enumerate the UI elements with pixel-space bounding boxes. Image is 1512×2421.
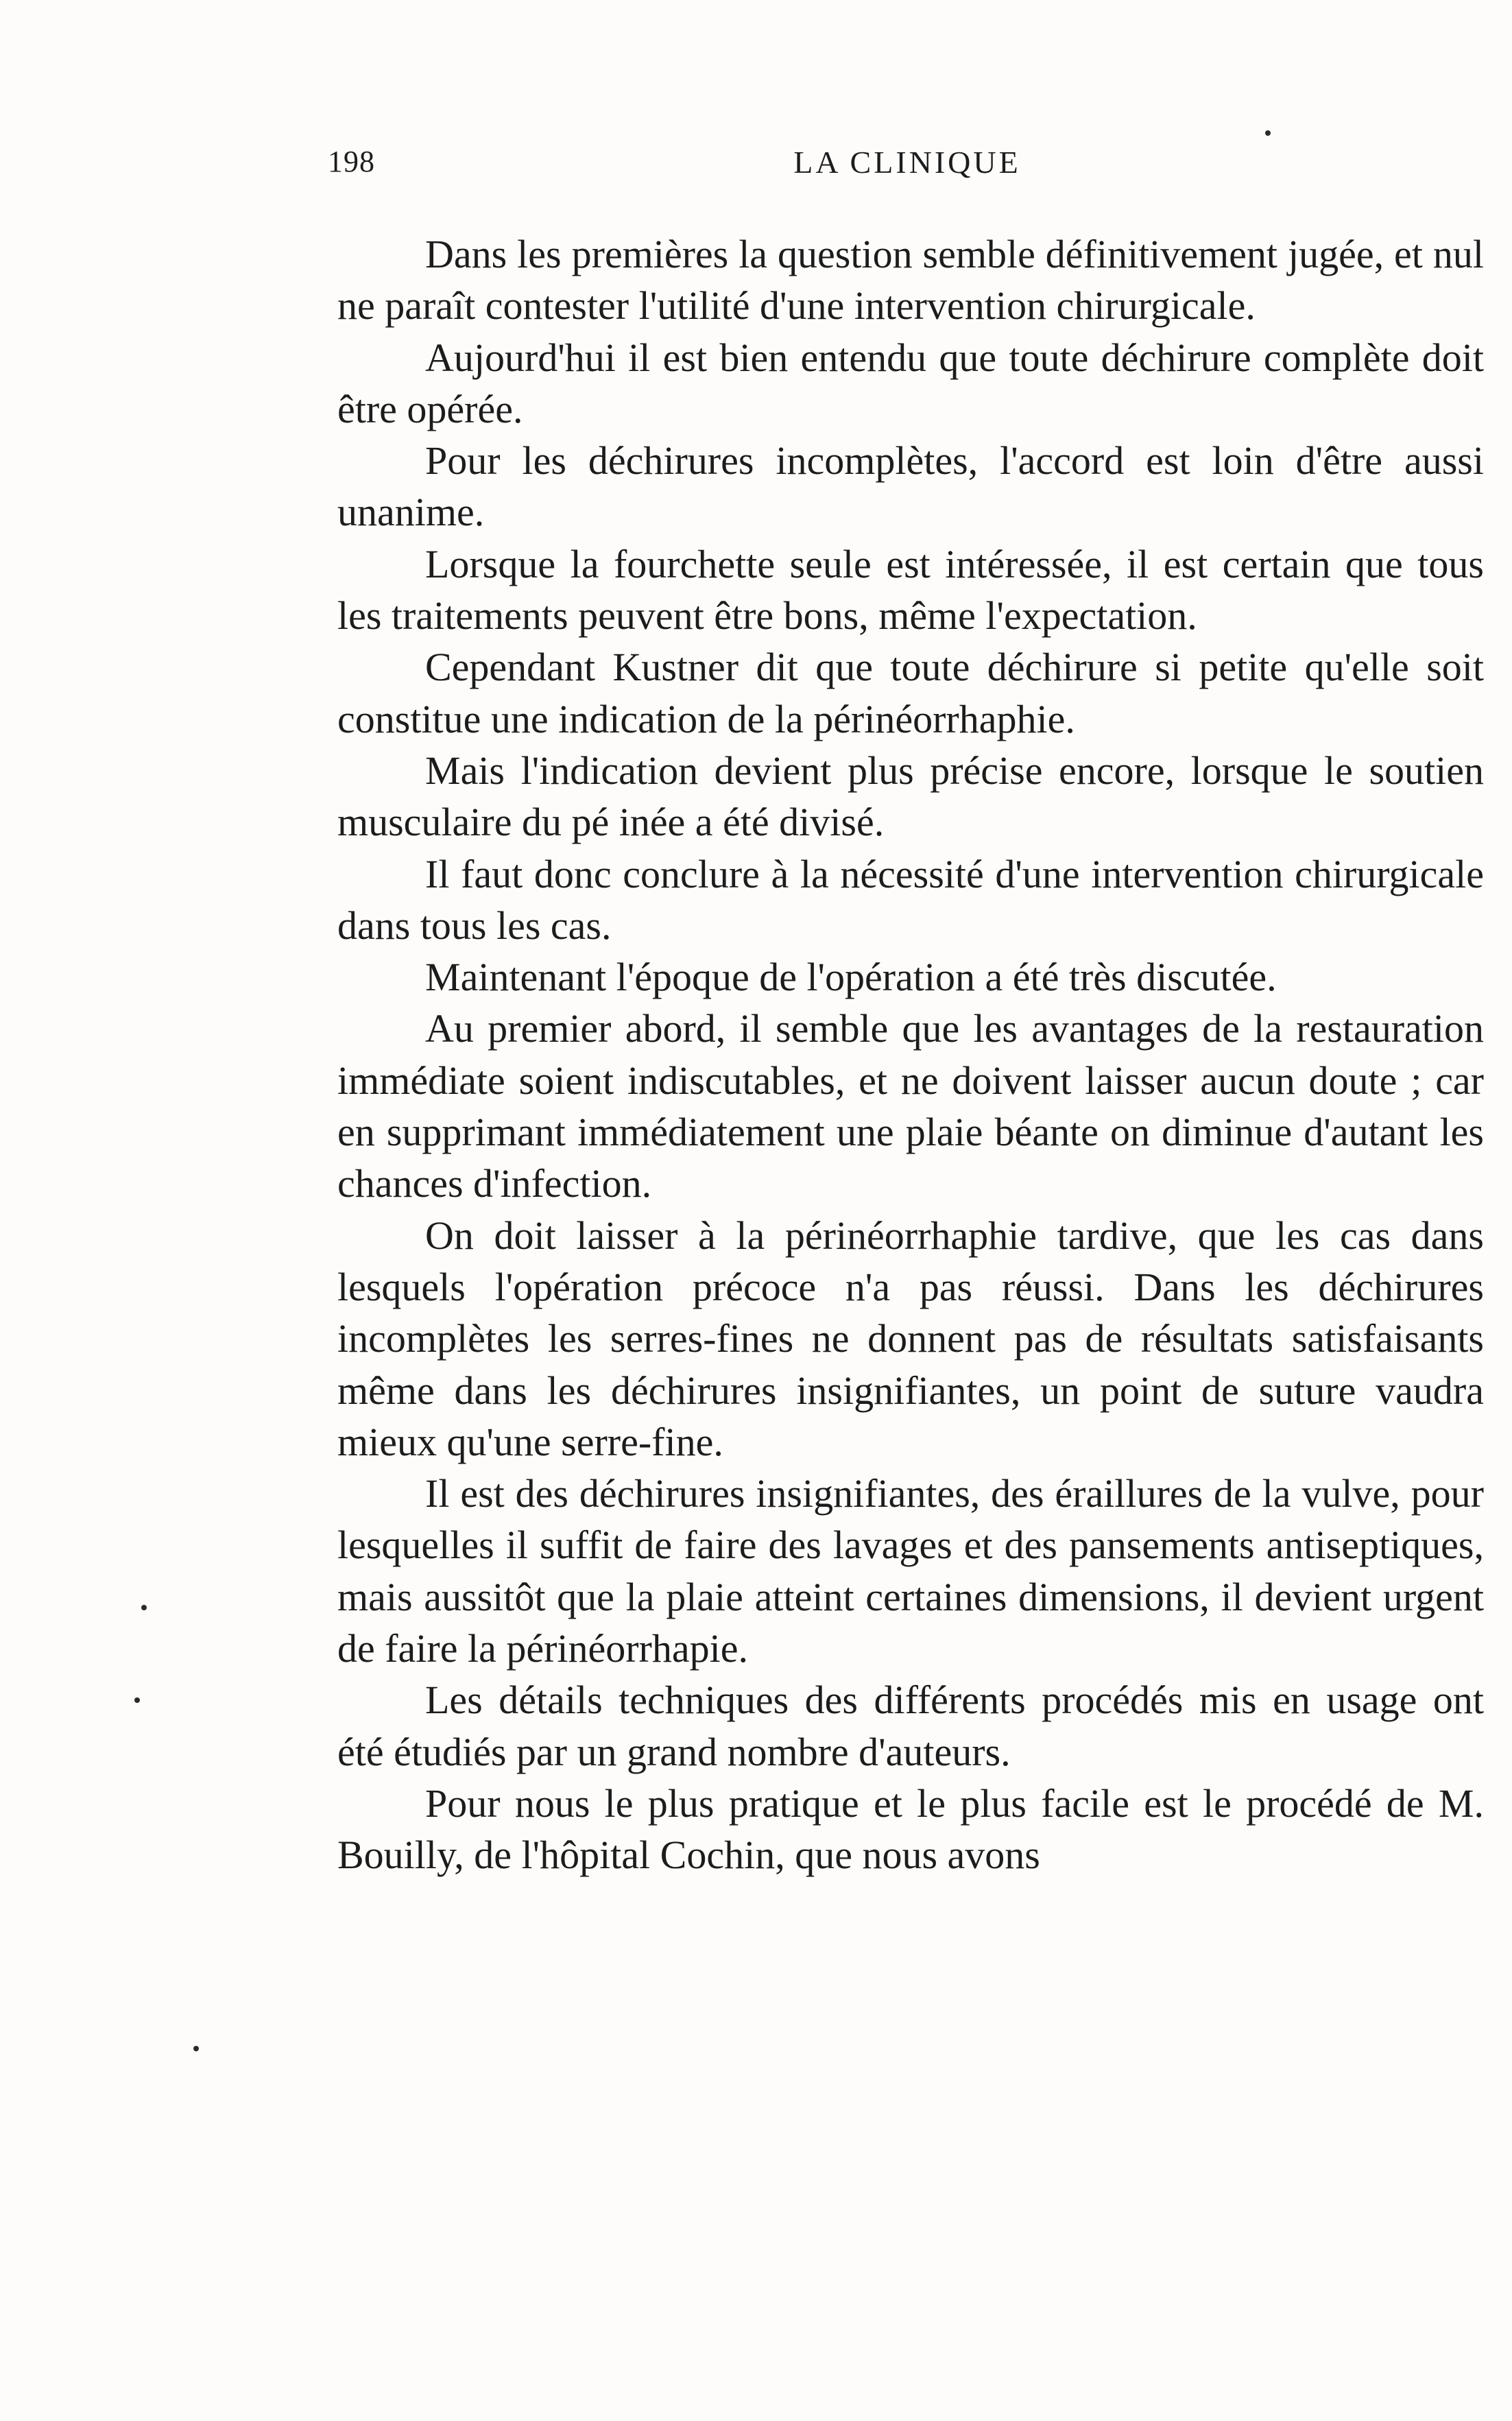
paragraph: Pour nous le plus pratique et le plus facile est le procédé de M. Bouilly, de l'hôpital Cochin, que nous avons <box>337 1780 1484 1878</box>
margin-dot <box>1265 130 1271 136</box>
paragraph: Au premier abord, il semble que les avantages de la restauration immédiate soient indiscutables, et ne doivent laisser aucun doute ; car en supprimant immédiatement une plaie béante on diminue d'autant les chances d'infection. <box>337 1006 1484 1206</box>
paragraph: Lorsque la fourchette seule est intéressée, il est certain que tous les traitements peuvent être bons, même l'expectation. <box>337 541 1484 639</box>
paragraph: Il est des déchirures insignifiantes, des éraillures de la vulve, pour lesquelles il suffit de faire des lavages et des pansements antiseptiques, mais aussitôt que la plaie atteint certaines dimensions, il devient urgent de faire la périnéorrhapie. <box>337 1471 1484 1671</box>
margin-dot <box>141 1605 147 1610</box>
paragraph: Il faut donc conclure à la nécessité d'une intervention chirurgicale dans tous les cas. <box>337 851 1484 948</box>
text-body <box>337 228 1484 1881</box>
paragraph: Les détails techniques des différents procédés mis en usage ont été étudiés par un grand nombre d'auteurs. <box>337 1678 1484 1774</box>
paragraph: Cependant Kustner dit que toute déchirure si petite qu'elle soit constitue une indication de la périnéorrhaphie. <box>337 645 1484 741</box>
paragraph: Aujourd'hui il est bien entendu que toute déchirure complète doit être opérée. <box>337 335 1484 431</box>
paragraph: Maintenant l'époque de l'opération a été très discutée. <box>425 955 1277 1000</box>
paragraph: On doit laisser à la périnéorrhaphie tardive, que les cas dans lesquels l'opération précoce n'a pas réussi. Dans les déchirures incomplètes les serres-fines ne donnent pas de résultats satisfaisants même dans les déchirures insignifiantes, un point de suture vaudra mieux qu'une serre-fine. <box>337 1213 1484 1464</box>
page-header <box>328 144 1487 192</box>
paragraph: Pour les déchirures incomplètes, l'accord est loin d'être aussi unanime. <box>337 438 1484 535</box>
paragraph: Dans les premières la question semble définitivement jugée, et nul ne paraît contester l'utilité d'une intervention chirurgicale. <box>337 232 1484 329</box>
running-title: LA CLINIQUE <box>793 145 1021 180</box>
margin-dot <box>134 1697 140 1703</box>
paragraph: Mais l'indication devient plus précise encore, lorsque le soutien musculaire du pé inée a été divisé. <box>337 748 1484 845</box>
margin-dot <box>193 2046 199 2051</box>
page-number: 198 <box>328 145 375 178</box>
